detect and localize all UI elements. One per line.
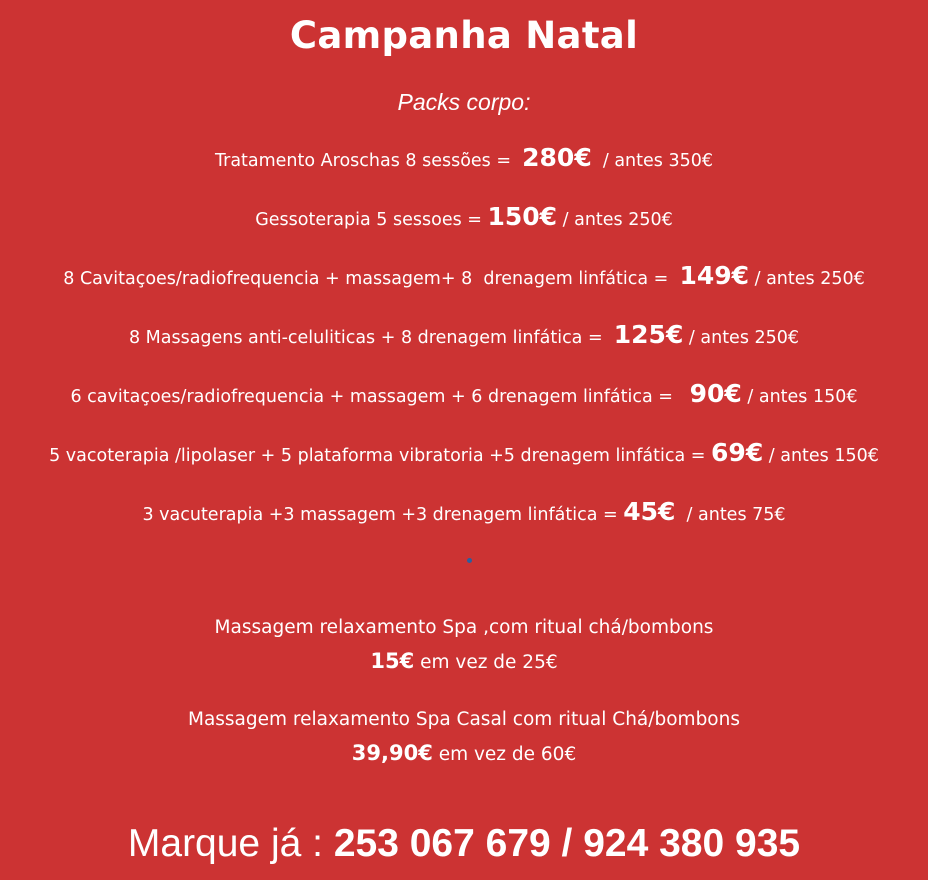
packs-subtitle: Packs corpo: (397, 89, 531, 115)
pack-old-price: / antes 150€ (741, 387, 858, 407)
pack-old-price: / antes 150€ (763, 446, 879, 466)
pack-price: 69€ (711, 438, 764, 467)
pack-line (0, 438, 928, 471)
campaign-title: Campanha Natal (289, 14, 639, 57)
pack-description: 6 cavitaçoes/radiofrequencia + massagem + 6 drenagem linfática = (70, 387, 690, 407)
spa-offer-price: 15€ (370, 649, 415, 673)
pack-price: 125€ (613, 320, 684, 349)
spa-offer-name: Massagem relaxamento Spa ,com ritual chá/bombons (214, 617, 714, 638)
pack-description: 8 Massagens anti-celuliticas + 8 drenagem linfática = (128, 328, 614, 348)
pack-line (0, 143, 928, 176)
pack-line (0, 320, 928, 353)
spa-offer-price-line (0, 741, 928, 765)
spa-offer-name: Massagem relaxamento Spa Casal com ritual Chá/bombons (187, 709, 740, 730)
pack-price: 90€ (689, 379, 742, 408)
call-to-action (0, 822, 928, 866)
pack-line (0, 261, 928, 294)
pack-price: 150€ (487, 202, 558, 231)
pack-old-price: / antes 75€ (675, 505, 786, 525)
pack-line (0, 497, 928, 530)
pack-old-price: / antes 250€ (749, 269, 865, 289)
pack-line (0, 379, 928, 412)
bullet-dot (467, 558, 472, 563)
pack-old-price: / antes 350€ (591, 151, 713, 171)
pack-description: Gessoterapia 5 sessoes = (255, 210, 488, 230)
spa-offer-old-price: em vez de 25€ (414, 652, 558, 673)
pack-old-price: / antes 250€ (683, 328, 800, 348)
pack-price: 149€ (679, 261, 750, 290)
pack-line (0, 202, 928, 235)
phone-numbers: 253 067 679 / 924 380 935 (333, 822, 801, 865)
pack-description: Tratamento Aroschas 8 sessões = (215, 151, 523, 171)
cta-label: Marque já : (127, 822, 334, 865)
pack-price: 45€ (623, 497, 676, 526)
pack-description: 3 vacuterapia +3 massagem +3 drenagem linfática = (142, 505, 624, 525)
pack-price: 280€ (522, 143, 592, 172)
pack-old-price: / antes 250€ (557, 210, 673, 230)
pack-description: 8 Cavitaçoes/radiofrequencia + massagem+ 8 drenagem linfática = (63, 269, 680, 289)
spa-offer-price-line (0, 649, 928, 673)
spa-offer-price: 39,90€ (351, 741, 433, 765)
spa-offer-old-price: em vez de 60€ (432, 744, 577, 765)
pack-description: 5 vacoterapia /lipolaser + 5 plataforma vibratoria +5 drenagem linfática = (49, 446, 712, 466)
